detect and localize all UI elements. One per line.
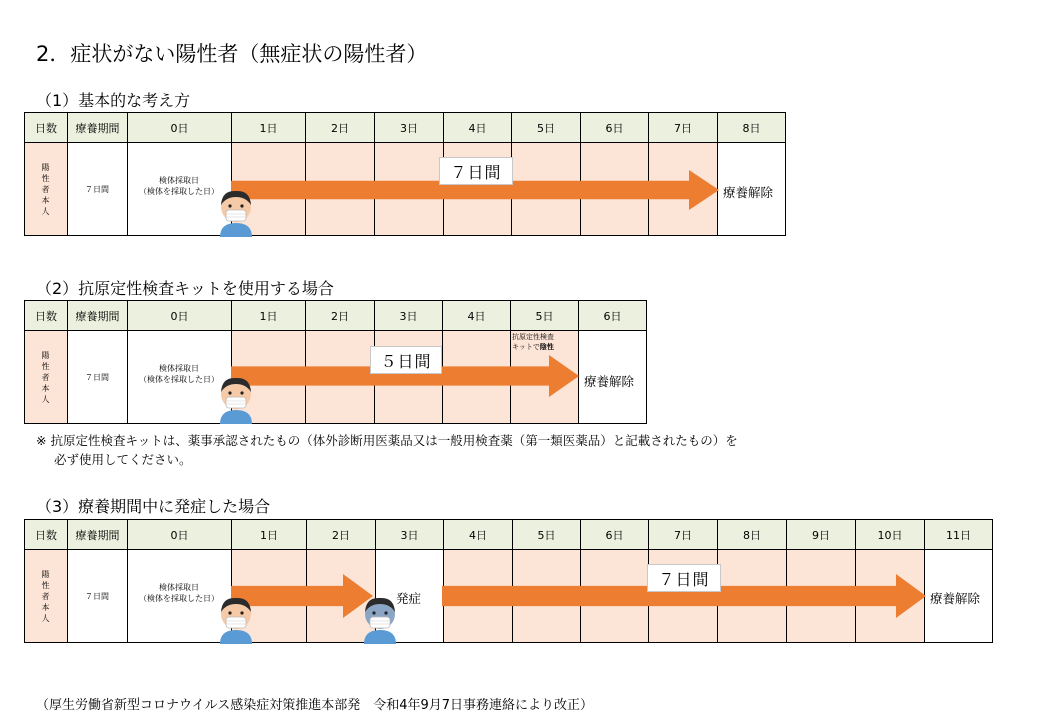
section3-row-label-char-3: 本 <box>41 602 50 612</box>
section1-header-1: 療養期間 <box>67 112 128 143</box>
section1-row-label-char-3: 本 <box>41 195 50 205</box>
section1-row-label-char-2: 者 <box>41 184 50 194</box>
section2-header-8: 6日 <box>578 300 647 331</box>
section1-row-label <box>24 142 67 236</box>
section2-row-label-char-4: 人 <box>41 394 50 404</box>
section3-header-12: 10日 <box>855 519 925 550</box>
section1-days-label: ７日間 <box>439 157 513 185</box>
section1-header-10: 8日 <box>717 112 786 143</box>
section3-row-label <box>24 549 67 643</box>
section3-row-label-char-4: 人 <box>41 613 50 623</box>
section1-heading: （1）基本的な考え方 <box>36 91 191 110</box>
section3-row-label-char-0: 陽 <box>41 569 50 579</box>
section2-kit-line1: 抗原定性検査 <box>512 333 554 341</box>
section3-header-9: 7日 <box>648 519 718 550</box>
section1-header-2: 0日 <box>127 112 232 143</box>
section3-person-icon <box>216 592 256 644</box>
section2-person-icon <box>216 372 256 424</box>
section2-row-label-char-1: 性 <box>41 361 50 371</box>
section3-person-sick-icon <box>360 592 400 644</box>
section1-sample-line1: 検体採取日 <box>159 176 199 185</box>
section2-sample-line1: 検体採取日 <box>159 364 199 373</box>
section3-header-13: 11日 <box>924 519 993 550</box>
section1-header-6: 4日 <box>443 112 512 143</box>
section2-header-5: 3日 <box>374 300 443 331</box>
section1-period: ７日間 <box>85 184 109 194</box>
section1-header-0: 日数 <box>24 112 68 143</box>
section1-person-icon <box>216 185 256 237</box>
section1-release: 療養解除 <box>723 185 774 200</box>
section2-note-line2: 必ず使用してください。 <box>54 452 192 467</box>
section3-days-label: ７日間 <box>647 564 721 592</box>
section2-row-label-char-2: 者 <box>41 372 50 382</box>
section1-header-4: 2日 <box>305 112 375 143</box>
section2-row-label <box>24 330 67 424</box>
section1-header-7: 5日 <box>511 112 581 143</box>
footer-source: （厚生労働省新型コロナウイルス感染症対策推進本部発 令和4年9月7日事務連絡により改正） <box>36 698 594 713</box>
section2-row-label-char-3: 本 <box>41 383 50 393</box>
section2-header-2: 0日 <box>127 300 232 331</box>
section3-header-10: 8日 <box>717 519 787 550</box>
section1-header-3: 1日 <box>231 112 306 143</box>
section3-header-2: 0日 <box>127 519 232 550</box>
section1-header-9: 7日 <box>648 112 718 143</box>
section3-sample-line1: 検体採取日 <box>159 583 199 592</box>
section2-days-label: ５日間 <box>370 346 442 374</box>
section2-header-3: 1日 <box>231 300 306 331</box>
section2-note-line1: ※ 抗原定性検査キットは、薬事承認されたもの（体外診断用医薬品又は一般用検査薬（第一類医薬品）と記載されたもの）を <box>36 433 738 448</box>
section2-row-label-char-0: 陽 <box>41 350 50 360</box>
section3-onset: 発症 <box>396 591 422 606</box>
section3-header-4: 2日 <box>306 519 376 550</box>
section2-kit-negative: 陰性 <box>539 343 554 351</box>
section2-header-7: 5日 <box>510 300 579 331</box>
section3-release: 療養解除 <box>930 591 981 606</box>
section1-row-label-char-4: 人 <box>41 206 50 216</box>
section3-header-6: 4日 <box>443 519 513 550</box>
section2-kit-line2: キットで陰性 <box>512 343 554 351</box>
section2-period: ７日間 <box>85 372 109 382</box>
section3-period: ７日間 <box>85 591 109 601</box>
section3-header-3: 1日 <box>231 519 307 550</box>
section3-heading: （3）療養期間中に発症した場合 <box>36 497 271 516</box>
section2-header-0: 日数 <box>24 300 68 331</box>
section2-header-1: 療養期間 <box>67 300 128 331</box>
section1-header-8: 6日 <box>580 112 649 143</box>
section1-row-label-char-1: 性 <box>41 173 50 183</box>
section2-header-6: 4日 <box>442 300 511 331</box>
section1-header-5: 3日 <box>374 112 444 143</box>
section3-row-label-char-1: 性 <box>41 580 50 590</box>
section2-sample-line2: （検体を採取した日） <box>139 375 219 384</box>
section1-row-label-char-0: 陽 <box>41 162 50 172</box>
section3-sample-line2: （検体を採取した日） <box>139 594 219 603</box>
section3-row-label-char-2: 者 <box>41 591 50 601</box>
section2-release: 療養解除 <box>584 374 635 389</box>
page-title: 2．症状がない陽性者（無症状の陽性者） <box>36 42 428 66</box>
section1-sample-line2: （検体を採取した日） <box>139 187 219 196</box>
section3-header-7: 5日 <box>512 519 581 550</box>
section2-heading: （2）抗原定性検査キットを使用する場合 <box>36 279 334 298</box>
section3-header-11: 9日 <box>786 519 856 550</box>
section3-header-1: 療養期間 <box>67 519 128 550</box>
section3-header-0: 日数 <box>24 519 68 550</box>
section2-header-4: 2日 <box>305 300 375 331</box>
section3-header-8: 6日 <box>580 519 649 550</box>
section3-header-5: 3日 <box>375 519 444 550</box>
